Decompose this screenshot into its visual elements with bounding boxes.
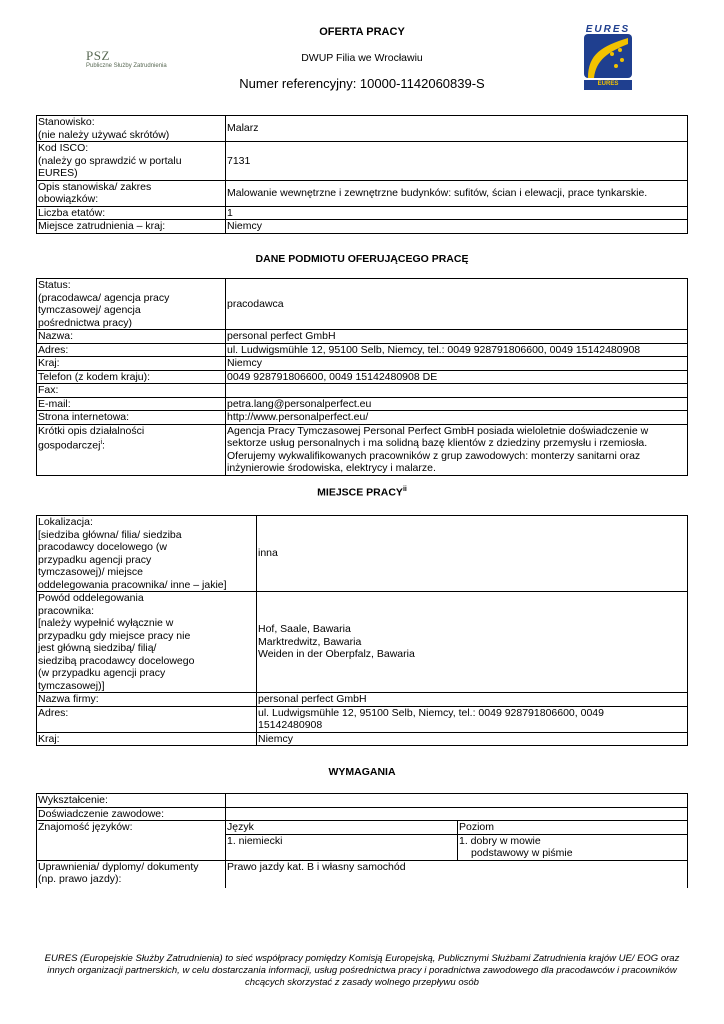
- footnote-marker: ii: [402, 486, 407, 493]
- employer-country-label: Kraj:: [37, 357, 226, 371]
- table-row: [37, 330, 688, 344]
- psz-logo-text: PSZ: [86, 48, 110, 63]
- eures-badge-text: EURES: [597, 81, 619, 87]
- table-row: [37, 706, 688, 732]
- education-value: [226, 794, 688, 808]
- table-row: [37, 411, 688, 425]
- position-label: Stanowisko: (nie należy używać skrótów): [37, 116, 226, 142]
- employer-name-value: personal perfect GmbH: [226, 330, 688, 344]
- eures-logo-text: EURES: [585, 24, 631, 35]
- business-description-label-text: Krótki opis działalności gospodarczej: [38, 424, 145, 452]
- delegation-reason-label: Powód oddelegowania pracownika: [należy wypełnić wyłącznie w przypadku gdy miejsce pracy nie jest główną siedzibą/ filią/ siedzibą pracodawcy docelowego (w przypadku agencji pracy tymczasowej)]: [37, 592, 257, 693]
- workplace-address-label: Adres:: [37, 706, 257, 732]
- status-value: pracodawca: [226, 279, 688, 330]
- permits-label: Uprawnienia/ dyplomy/ dokumenty (np. prawo jazdy):: [37, 860, 226, 888]
- education-label: Wykształcenie:: [37, 794, 226, 808]
- description-label: Opis stanowiska/ zakres obowiązków:: [37, 180, 226, 206]
- level-1: [458, 834, 688, 860]
- requirements-table: [36, 793, 688, 888]
- delegation-reason-value: Hof, Saale, Bawaria Marktredwitz, Bawaria Weiden in der Oberpfalz, Bawaria: [257, 592, 688, 693]
- psz-logo-subtitle: Publiczne Służby Zatrudnienia: [86, 63, 167, 69]
- positions-count-value: 1: [226, 206, 688, 220]
- employment-country-value: Niemcy: [226, 220, 688, 234]
- email-label: E-mail:: [37, 397, 226, 411]
- employer-address-value: ul. Ludwigsmühle 12, 95100 Selb, Niemcy, tel.: 0049 928791806600, 0049 15142480908: [226, 343, 688, 357]
- workplace-table: [36, 515, 688, 746]
- table-row: [37, 424, 688, 475]
- workplace-title-text: MIEJSCE PRACY: [317, 486, 403, 499]
- level-1-spoken: 1. dobry w mowie: [459, 834, 541, 847]
- table-row: [37, 384, 688, 398]
- reference-number: Numer referencyjny: 10000-1142060839-S: [239, 76, 485, 91]
- table-row: [37, 807, 688, 821]
- language-1: 1. niemiecki: [226, 834, 458, 860]
- isco-label: Kod ISCO: (należy go sprawdzić w portalu EURES): [37, 142, 226, 181]
- table-row: [37, 860, 688, 888]
- languages-label: Znajomość języków:: [37, 821, 226, 861]
- table-row: [37, 343, 688, 357]
- company-name-value: personal perfect GmbH: [257, 693, 688, 707]
- phone-value: 0049 928791806600, 0049 15142480908 DE: [226, 370, 688, 384]
- website-link[interactable]: http://www.personalperfect.eu/: [226, 411, 688, 425]
- permits-value: Prawo jazdy kat. B i własny samochód: [226, 860, 688, 888]
- office-name: DWUP Filia we Wrocławiu: [301, 52, 423, 64]
- business-description-colon: :: [102, 439, 105, 452]
- workplace-country-label: Kraj:: [37, 732, 257, 746]
- table-row: [37, 370, 688, 384]
- table-row: [37, 397, 688, 411]
- footnote-marker: i: [100, 439, 103, 446]
- table-row: [37, 279, 688, 330]
- position-table: [36, 115, 688, 234]
- table-row: [37, 206, 688, 220]
- employer-section-title: DANE PODMIOTU OFERUJĄCEGO PRACĘ: [255, 253, 469, 265]
- table-row: [37, 116, 688, 142]
- employment-country-label: Miejsce zatrudnienia – kraj:: [37, 220, 226, 234]
- employer-address-label: Adres:: [37, 343, 226, 357]
- table-row: [37, 180, 688, 206]
- location-label: Lokalizacja: [siedziba główna/ filia/ siedziba pracodawcy docelowego (w przypadku agencji pracy tymczasowej)/ miejsce oddelegowania pracownika/ inne – jakie]: [37, 516, 257, 592]
- email-value[interactable]: petra.lang@personalperfect.eu: [226, 397, 688, 411]
- isco-value: 7131: [226, 142, 688, 181]
- experience-label: Doświadczenie zawodowe:: [37, 807, 226, 821]
- table-row: [37, 732, 688, 746]
- table-row: [37, 794, 688, 808]
- description-value: Malowanie wewnętrzne i zewnętrzne budynków: sufitów, ścian i elewacji, prace tynkarskie.: [226, 180, 688, 206]
- workplace-address-value: ul. Ludwigsmühle 12, 95100 Selb, Niemcy, tel.: 0049 928791806600, 0049 15142480908: [257, 706, 688, 732]
- table-row: [37, 693, 688, 707]
- document-title: OFERTA PRACY: [319, 26, 405, 38]
- language-header: Język: [226, 821, 458, 835]
- workplace-country-value: Niemcy: [257, 732, 688, 746]
- table-row: [37, 357, 688, 371]
- position-value: Malarz: [226, 116, 688, 142]
- fax-value: [226, 384, 688, 398]
- table-row: [37, 592, 688, 693]
- table-row: [37, 220, 688, 234]
- company-name-label: Nazwa firmy:: [37, 693, 257, 707]
- level-header: Poziom: [458, 821, 688, 835]
- table-row: [37, 142, 688, 181]
- footer-note: EURES (Europejskie Służby Zatrudnienia) to sieć współpracy pomiędzy Komisją Europejską, Publicznymi Służbami Zatrudnienia krajów UE/ EOG oraz innych organizacji partnerskich, w celu dostarczania informacji, usług pośrednictwa pracy i poradnictwa zawodowego dla pracodawców i pracowników chcących skorzystać z zasady wolnego przepływu osób: [44, 953, 680, 988]
- requirements-section-title: WYMAGANIA: [328, 766, 396, 778]
- fax-label: Fax:: [37, 384, 226, 398]
- website-label: Strona internetowa:: [37, 411, 226, 425]
- workplace-section-title: [0, 486, 724, 499]
- business-description-value: Agencja Pracy Tymczasowej Personal Perfect GmbH posiada wieloletnie doświadczenie w sektorze usług personalnych i ma solidną bazę klientów z dziedziny przemysłu i rzemiosła. Oferujemy wykwalifikowanych pracowników z grup zawodowych: monterzy sanitarni oraz inżynierowie środowiska, elektrycy i malarze.: [226, 424, 688, 475]
- psz-logo: [86, 48, 167, 69]
- table-row: [37, 516, 688, 592]
- table-row: [37, 821, 688, 835]
- experience-value: [226, 807, 688, 821]
- status-label: Status: (pracodawca/ agencja pracy tymczasowej/ agencja pośrednictwa pracy): [37, 279, 226, 330]
- eures-logo: [582, 24, 634, 94]
- employer-country-value: Niemcy: [226, 357, 688, 371]
- location-value: inna: [257, 516, 688, 592]
- phone-label: Telefon (z kodem kraju):: [37, 370, 226, 384]
- employer-name-label: Nazwa:: [37, 330, 226, 344]
- business-description-label: [37, 424, 226, 475]
- positions-count-label: Liczba etatów:: [37, 206, 226, 220]
- level-1-written: podstawowy w piśmie: [471, 847, 573, 859]
- employer-table: [36, 278, 688, 476]
